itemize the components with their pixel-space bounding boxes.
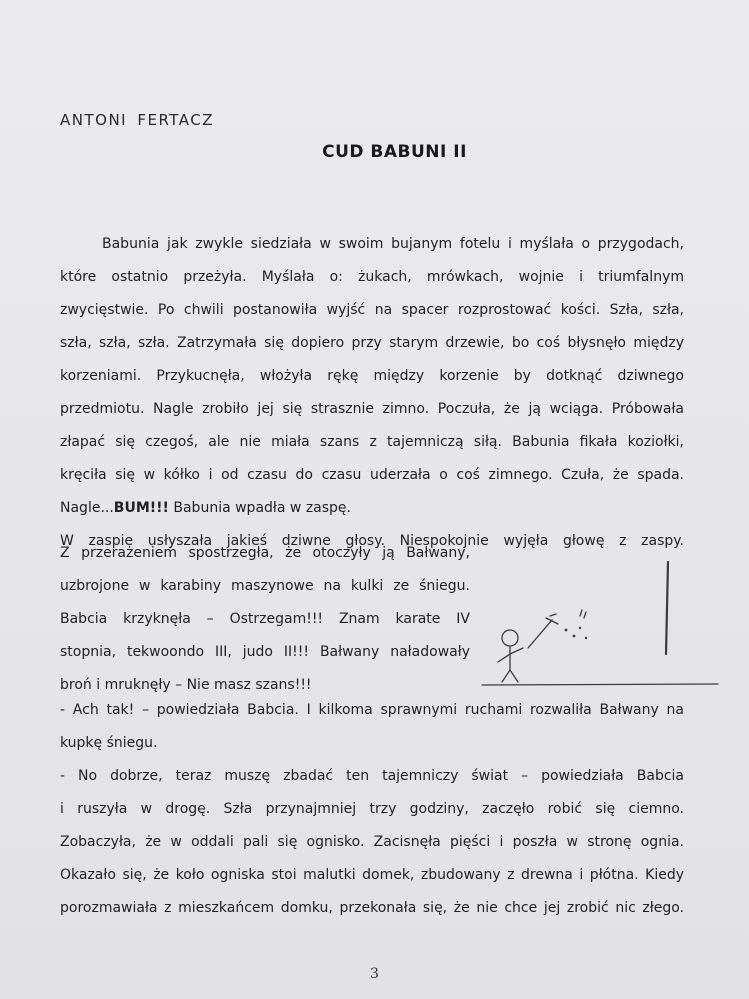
bum-exclamation: BUM!!! <box>113 500 169 516</box>
snowball-dots <box>565 627 588 639</box>
text-line: Z przerażeniem spostrzegła, że otoczyły ją Bałwany, <box>60 545 470 561</box>
tree-line <box>666 562 668 654</box>
bum-suffix: Babunia wpadła w zaspę. <box>168 500 351 516</box>
paragraph-2 <box>60 537 470 702</box>
text-line: uzbrojone w karabiny maszynowe na kulki ze śniegu. <box>60 578 470 594</box>
projectile-marks <box>580 610 586 618</box>
text-line: kręciła się w kółko i od czasu do czasu uderzała o coś zimnego. Czuła, że spada. <box>60 467 684 483</box>
story-title: CUD BABUNI II <box>322 142 467 162</box>
page-number: 3 <box>370 966 379 982</box>
paragraph-1 <box>60 228 684 558</box>
text-line: - Ach tak! – powiedziała Babcia. I kilkoma sprawnymi ruchami rozwaliła Bałwany na <box>60 702 684 718</box>
figure-head <box>502 630 518 646</box>
ground-line <box>482 684 718 685</box>
text-line: stopnia, tekwoondo III, judo II!!! Bałwany naładowały <box>60 644 470 660</box>
weapon-stroke <box>528 614 558 648</box>
text-line: i ruszyła w drogę. Szła przynajmniej trzy godziny, zaczęło robić się ciemno. <box>60 801 684 817</box>
text-line: Okazało się, że koło ogniska stoi malutki domek, zbudowany z drewna i płótna. Kiedy <box>60 867 684 883</box>
text-line: szła, szła, szła. Zatrzymała się dopiero przy starym drzewie, bo coś błysnęło między <box>60 335 684 351</box>
text-line: porozmawiała z mieszkańcem domku, przekonała się, że nie chce jej zrobić nic złego. <box>60 900 684 916</box>
text-line: które ostatnio przeżyła. Myślała o: żukach, mrówkach, wojnie i triumfalnym <box>60 269 684 285</box>
text-line: broń i mruknęły – Nie masz szans!!! <box>60 677 312 693</box>
text-line: zwycięstwie. Po chwili postanowiła wyjść na spacer rozprostować kości. Szła, szła, <box>60 302 684 318</box>
text-line: złapać się czegoś, ale nie miała szans z tajemniczą siłą. Babunia fikała koziołki, <box>60 434 684 450</box>
text-line: Babcia krzyknęła – Ostrzegam!!! Znam karate IV <box>60 611 470 627</box>
paragraph-3 <box>60 694 684 925</box>
bum-prefix: Nagle... <box>60 500 114 516</box>
text-line: korzeniami. Przykucnęła, włożyła rękę między korzenie by dotknąć dziwnego <box>60 368 684 384</box>
text-line: Zobaczyła, że w oddali pali się ognisko. Zacisnęła pięści i poszła w stronę ognia. <box>60 834 684 850</box>
text-line: Babunia jak zwykle siedziała w swoim bujanym fotelu i myślała o przygodach, <box>102 236 684 252</box>
text-line: przedmiotu. Nagle zrobiło jej się strasznie zimno. Poczuła, że ją wciąga. Próbowała <box>60 401 684 417</box>
stick-figure-illustration <box>480 558 720 690</box>
text-line: - No dobrze, teraz muszę zbadać ten tajemniczy świat – powiedziała Babcia <box>60 768 684 784</box>
text-line: W zaspie usłyszała jakieś dziwne głosy. Niespokojnie wyjęła głowę z zaspy. <box>60 533 684 549</box>
text-line-bum <box>60 492 684 525</box>
figure-body <box>498 646 523 682</box>
text-line: kupkę śniegu. <box>60 735 158 751</box>
author-name: ANTONI FERTACZ <box>60 111 215 129</box>
